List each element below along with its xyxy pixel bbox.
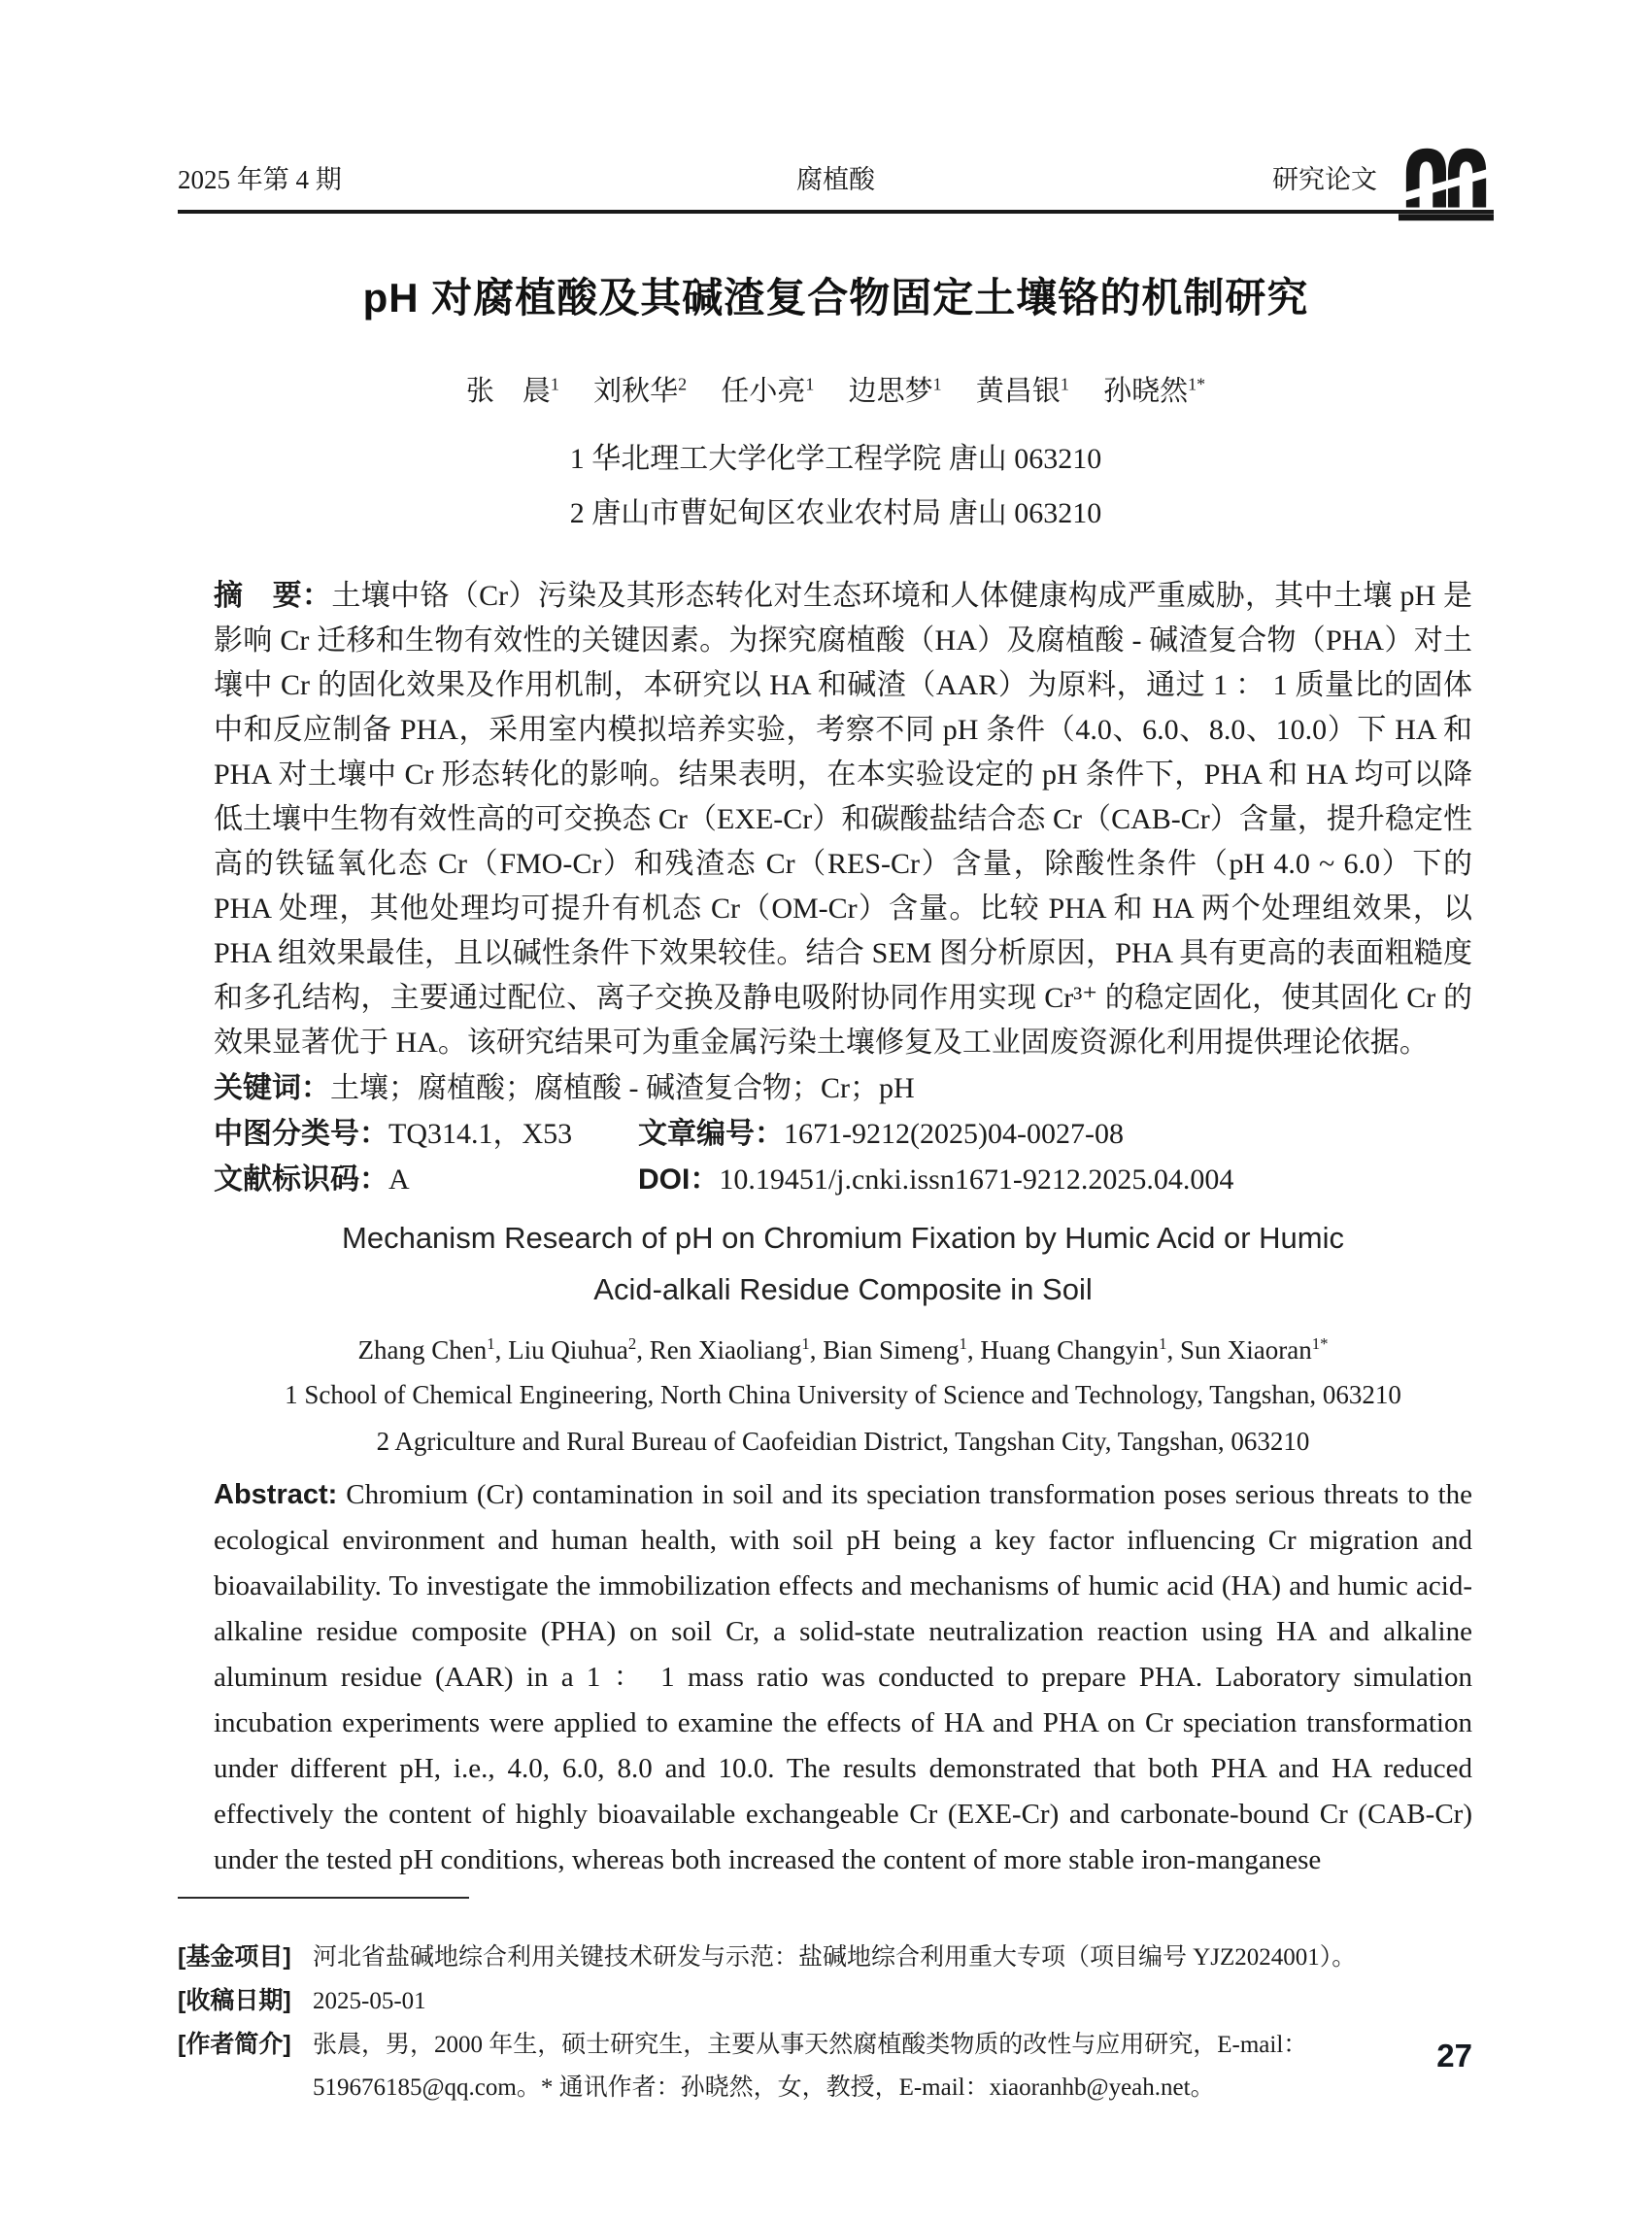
authors-en (214, 1323, 1472, 1371)
affiliation: 1 华北理工大学化学工程学院 唐山 063210 (569, 443, 1102, 475)
footnote-author-bio (178, 2023, 1494, 2109)
author (650, 1335, 824, 1365)
footnote-divider (178, 1897, 469, 1899)
footnote-label: [作者简介] (178, 2031, 291, 2058)
abstract-cn-text: 土壤中铬（Cr）污染及其形态转化对生态环境和人体健康构成严重威胁，其中土壤 pH 是影响 Cr 迁移和生物有效性的关键因素。为探究腐植酸（HA）及腐植酸 - 碱渣复合物（PHA）对土壤中 Cr 的固化效果及作用机制，本研究以 HA 和碱渣（AAR）为原料，通过 1 ： 1 质量比的固体中和反应制备 PHA，采用室内模拟培养实验，考察不同 pH 条件（4.0、6.0、8.0、10.0）下 HA 和 PHA 对土壤中 Cr 形态转化的影响。结果表明，在本实验设定的 pH 条件下，PHA 和 HA 均可以降低土壤中生物有效性高的可交换态 Cr（EXE-Cr）和碳酸盐结合态 Cr（CAB-Cr）含量，提升稳定性高的铁锰氧化态 Cr（FMO-Cr）和残渣态 Cr（RES-Cr）含量，除酸性条件（pH 4.0 ~ 6.0）下的 PHA 处理，其他处理均可提升有机态 Cr（OM-Cr）含量。比较 PHA 和 HA 两个处理组效果，以 PHA 组效果最佳，且以碱性条件下效果较佳。结合 SEM 图分析原因，PHA 具有更高的表面粗糙度和多孔结构，主要通过配位、离子交换及静电吸附协同作用实现 Cr³⁺ 的稳定固化，使其固化 Cr 的效果显著优于 HA。该研究结果可为重金属污染土壤修复及工业固废资源化利用提供理论依据。 (214, 580, 1473, 1059)
header-divider (178, 210, 1494, 214)
author-name: Ren Xiaoliang (649, 1335, 802, 1365)
author (1180, 1335, 1328, 1365)
author-separator: , (494, 1335, 509, 1365)
clc-number (214, 1111, 638, 1157)
author-affiliation-mark: 1 (550, 374, 559, 394)
author (849, 376, 942, 407)
affiliations-cn (178, 432, 1494, 541)
author (980, 1335, 1180, 1365)
clc-row (214, 1111, 1472, 1157)
article-id-label: 文章编号： (638, 1118, 784, 1150)
author-affiliation-mark: 2 (678, 374, 688, 394)
author-separator: , (1166, 1335, 1181, 1365)
author-affiliation-mark: 1* (1311, 1334, 1329, 1353)
author-name: 黄昌银 (975, 376, 1061, 407)
author (466, 376, 559, 407)
article-title-cn: pH 对腐植酸及其碱渣复合物固定土壤铬的机制研究 (362, 275, 1309, 320)
author (1103, 376, 1205, 407)
author-name: 任小亮 (721, 376, 806, 407)
author-name: 孙晓然 (1103, 376, 1189, 407)
doc-code-row (214, 1157, 1472, 1202)
article-title-en: Mechanism Research of pH on Chromium Fixation by Humic Acid or Humic Acid-alkali Residue Composite in Soil (342, 1221, 1344, 1306)
author-affiliation-mark: 1 (801, 1334, 810, 1353)
doc-code-label: 文献标识码： (214, 1163, 388, 1196)
footnotes (178, 1936, 1494, 2109)
article-id (638, 1118, 1124, 1150)
clc-value: TQ314.1，X53 (388, 1118, 573, 1150)
author-name: Zhang Chen (357, 1335, 488, 1365)
author (976, 376, 1069, 407)
abstract-en-label: Abstract: (214, 1479, 338, 1510)
doc-code-value: A (388, 1163, 410, 1196)
author (357, 1335, 508, 1365)
author-affiliation-mark: 1 (1159, 1334, 1167, 1353)
author (823, 1335, 980, 1365)
abstract-zone (214, 574, 1472, 1883)
affiliation: 2 Agriculture and Rural Bureau of Caofeidian District, Tangshan City, Tangshan, 063210 (376, 1427, 1310, 1456)
running-head (178, 146, 1494, 196)
footnote-text: 河北省盐碱地综合利用关键技术研发与示范：盐碱地综合利用重大专项（项目编号 YJZ2024001）。 (313, 1944, 1357, 1971)
author-affiliation-mark: 1* (1188, 374, 1206, 394)
keywords-label: 关键词： (214, 1072, 330, 1104)
author-name: 张 晨 (465, 376, 551, 407)
journal-logo-icon (1399, 140, 1494, 223)
section-label: 研究论文 (1272, 165, 1377, 194)
footnote-text: 2025-05-01 (313, 1988, 426, 2014)
author-name: Huang Changyin (980, 1335, 1160, 1365)
footnote-label: [收稿日期] (178, 1987, 291, 2014)
author (593, 376, 687, 407)
author-separator: , (809, 1335, 824, 1365)
article-id-value: 1671-9212(2025)04-0027-08 (784, 1118, 1124, 1150)
footnote-label: [基金项目] (178, 1943, 291, 1971)
author-name: 边思梦 (848, 376, 933, 407)
keywords-cn (214, 1065, 1472, 1111)
author-name: Bian Simeng (823, 1335, 960, 1365)
author (721, 376, 814, 407)
author-affiliation-mark: 1 (1060, 374, 1069, 394)
doi-value: 10.19451/j.cnki.issn1671-9212.2025.04.004 (719, 1163, 1234, 1196)
affiliations-en (214, 1371, 1472, 1465)
abstract-cn (214, 574, 1472, 1065)
doi (638, 1163, 1233, 1196)
issue-label: 2025 年第 4 期 (178, 165, 342, 194)
affiliation: 1 School of Chemical Engineering, North China University of Science and Technology, Tangshan, 063210 (285, 1380, 1401, 1409)
author-name: Liu Qiuhua (508, 1335, 628, 1365)
journal-name: 腐植酸 (796, 165, 875, 194)
authors-cn (178, 369, 1494, 409)
doi-label: DOI： (638, 1163, 720, 1196)
author-affiliation-mark: 1 (487, 1334, 495, 1353)
abstract-cn-label: 摘 要： (214, 580, 332, 612)
footnote-received-date (178, 1979, 1494, 2023)
clc-label: 中图分类号： (214, 1118, 388, 1150)
doc-code (214, 1157, 638, 1202)
page-number: 27 (1436, 2038, 1472, 2073)
footnote-funding (178, 1936, 1494, 1979)
author-separator: , (636, 1335, 650, 1365)
author-affiliation-mark: 1 (959, 1334, 967, 1353)
affiliation: 2 唐山市曹妃甸区农业农村局 唐山 063210 (569, 497, 1102, 529)
author (508, 1335, 650, 1365)
abstract-en-text: Chromium (Cr) contamination in soil and its speciation transformation poses serious threats to the ecological environment and human health, with soil pH being a key factor influencing Cr migration and bioavailability. To investigate the immobilization effects and mechanisms of humic acid (HA) and humic acid-alkaline residue composite (PHA) on soil Cr, a solid-state neutralization reaction using HA and alkaline aluminum residue (AAR) in a 1 ： 1 mass ratio was conducted to prepare PHA. Laboratory simulation incubation experiments were applied to examine the effects of HA and PHA on Cr speciation transformation under different pH, i.e., 4.0, 6.0, 8.0 and 10.0. The results demonstrated that both PHA and HA reduced effectively the content of highly bioavailable exchangeable Cr (EXE-Cr) and carbonate-bound Cr (CAB-Cr) under the tested pH conditions, whereas both increased the content of more stable iron-manganese (214, 1479, 1472, 1875)
abstract-en (214, 1472, 1472, 1883)
keywords-text: 土壤；腐植酸；腐植酸 - 碱渣复合物；Cr；pH (330, 1072, 915, 1104)
author-name: 刘秋华 (593, 376, 679, 407)
author-affiliation-mark: 2 (627, 1334, 637, 1353)
author-affiliation-mark: 1 (932, 374, 942, 394)
author-name: Sun Xiaoran (1180, 1335, 1312, 1365)
author-affiliation-mark: 1 (805, 374, 815, 394)
footnote-text: 张晨，男，2000 年生，硕士研究生，主要从事天然腐植酸类物质的改性与应用研究，E-mail：519676185@qq.com。* 通讯作者：孙晓然，女，教授，E-mail：xiaoranhb@yeah.net。 (313, 2032, 1308, 2101)
author-separator: , (966, 1335, 981, 1365)
